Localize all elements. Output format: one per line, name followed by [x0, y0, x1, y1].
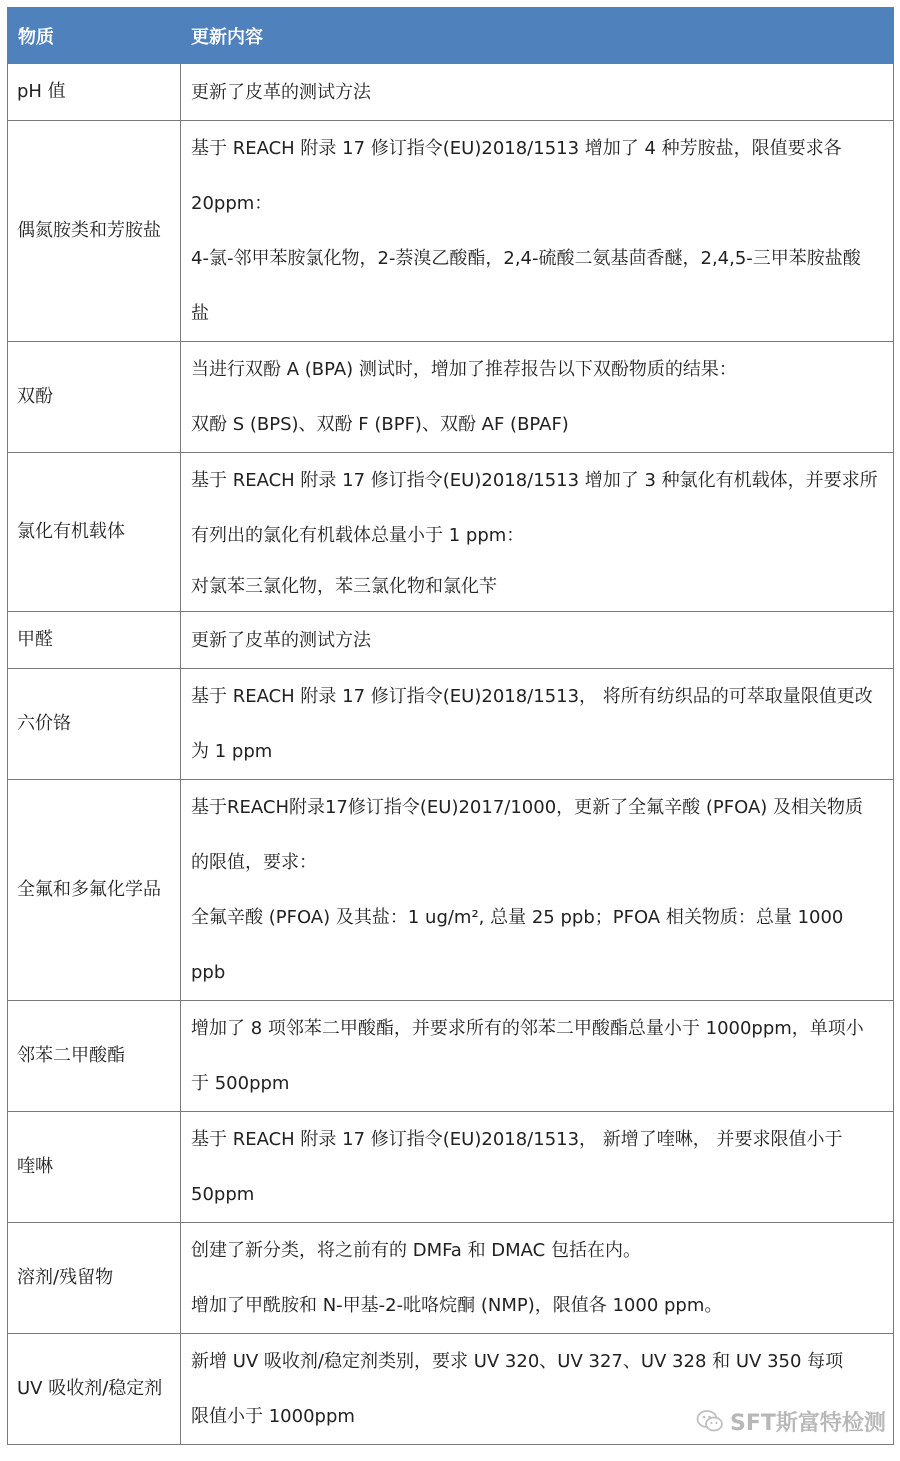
content-line: 全氟辛酸 (PFOA) 及其盐：1 ug/m², 总量 25 ppb；PFOA 相关物质：总量 1000 [191, 907, 844, 928]
content-line: 50ppm [191, 1184, 255, 1205]
wechat-icon [696, 1409, 724, 1433]
substance-cell: 偶氮胺类和芳胺盐 [8, 121, 181, 342]
content-line: 的限值，要求： [191, 852, 317, 873]
header-substance: 物质 [8, 8, 181, 64]
table-row [8, 780, 894, 1001]
substance-cell: 全氟和多氟化学品 [8, 780, 181, 1001]
content-cell [181, 64, 894, 121]
content-line: 双酚 S (BPS)、双酚 F (BPF)、双酚 AF (BPAF) [191, 414, 569, 435]
table-row [8, 342, 894, 453]
watermark [696, 1404, 886, 1438]
content-cell [181, 669, 894, 780]
content-line: 增加了 8 项邻苯二甲酸酯，并要求所有的邻苯二甲酸酯总量小于 1000ppm，单项小 [191, 1018, 864, 1039]
substance-cell: 六价铬 [8, 669, 181, 780]
content-line: 创建了新分类，将之前有的 DMFa 和 DMAC 包括在内。 [191, 1240, 641, 1261]
content-line: 基于REACH附录17修订指令(EU)2017/1000，更新了全氟辛酸 (PFOA) 及相关物质 [191, 797, 864, 818]
table-row [8, 612, 894, 669]
table-row [8, 64, 894, 121]
table-row [8, 669, 894, 780]
content-cell [181, 1001, 894, 1112]
content-line: ppb [191, 962, 226, 983]
content-line: 有列出的氯化有机载体总量小于 1 ppm： [191, 525, 525, 546]
content-cell [181, 121, 894, 342]
header-update-content: 更新内容 [181, 8, 894, 64]
table-header-row [8, 8, 894, 64]
content-line: 基于 REACH 附录 17 修订指令(EU)2018/1513 增加了 3 种氯化有机载体，并要求所 [191, 470, 878, 491]
content-line: 基于 REACH 附录 17 修订指令(EU)2018/1513， 将所有纺织品的可萃取量限值更改 [191, 686, 873, 707]
content-cell [181, 780, 894, 1001]
content-line: 于 500ppm [191, 1073, 290, 1094]
content-line: 20ppm： [191, 193, 273, 214]
substance-cell: 邻苯二甲酸酯 [8, 1001, 181, 1112]
content-line: 基于 REACH 附录 17 修订指令(EU)2018/1513， 新增了喹啉， 并要求限值小于 [191, 1129, 843, 1150]
content-cell [181, 1112, 894, 1223]
watermark-text: SFT斯富特检测 [730, 1410, 886, 1436]
table-row [8, 121, 894, 342]
substance-cell: 氯化有机载体 [8, 453, 181, 612]
content-cell [181, 612, 894, 669]
table-row [8, 453, 894, 612]
substance-cell: 喹啉 [8, 1112, 181, 1223]
content-line: 4-氯-邻甲苯胺氯化物，2-萘溴乙酸酯，2,4-硫酸二氨基茴香醚，2,4,5-三甲苯胺盐酸 [191, 248, 861, 269]
table-row [8, 1223, 894, 1334]
substance-cell: pH 值 [8, 64, 181, 121]
table-row [8, 1112, 894, 1223]
content-line: 对氯苯三氯化物，苯三氯化物和氯化苄 [191, 576, 497, 597]
substance-cell: 双酚 [8, 342, 181, 453]
content-line: 更新了皮革的测试方法 [191, 81, 371, 103]
content-line: 为 1 ppm [191, 741, 273, 762]
content-cell [181, 1223, 894, 1334]
content-line: 盐 [191, 303, 209, 324]
content-line: 增加了甲酰胺和 N-甲基-2-吡咯烷酮 (NMP)，限值各 1000 ppm。 [191, 1295, 723, 1316]
content-line: 当进行双酚 A (BPA) 测试时，增加了推荐报告以下双酚物质的结果： [191, 359, 737, 380]
substance-cell: UV 吸收剂/稳定剂 [8, 1334, 181, 1445]
content-line: 更新了皮革的测试方法 [191, 629, 371, 651]
content-line: 限值小于 1000ppm [191, 1406, 355, 1427]
substance-cell: 溶剂/残留物 [8, 1223, 181, 1334]
content-line: 新增 UV 吸收剂/稳定剂类别，要求 UV 320、UV 327、UV 328 和 UV 350 每项 [191, 1351, 844, 1372]
substance-cell: 甲醛 [8, 612, 181, 669]
table-row [8, 1001, 894, 1112]
content-cell [181, 453, 894, 612]
content-line: 基于 REACH 附录 17 修订指令(EU)2018/1513 增加了 4 种芳胺盐，限值要求各 [191, 138, 842, 159]
regulation-update-table [7, 7, 894, 1445]
content-cell [181, 342, 894, 453]
